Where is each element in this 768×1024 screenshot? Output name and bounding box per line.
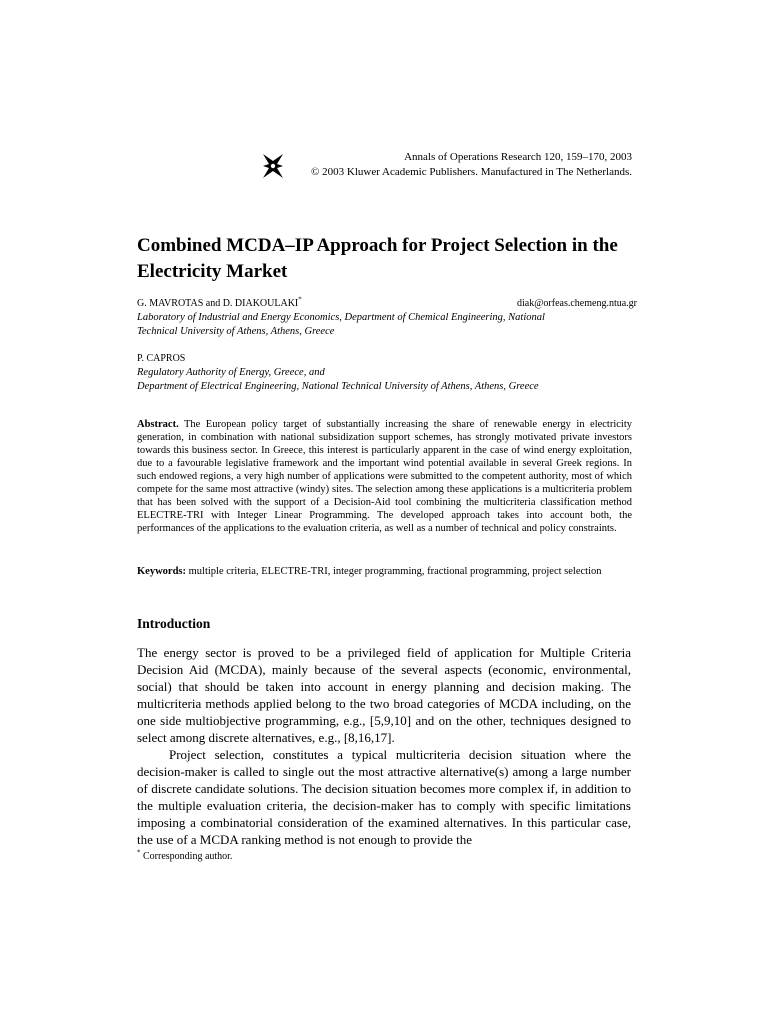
author-name: P. CAPROS — [137, 353, 186, 364]
footnote-text: Corresponding author. — [143, 851, 233, 862]
paragraph: Project selection, constitutes a typical multicriteria decision situation where the decision-maker is called to single out the most attractive alternative(s) among a large number of discrete candidate solutions. The decision situation becomes more complex if, in addition to the multiple evaluation criteria, the decision-maker has to comply with specific limitations imposing a combinatorial consideration of the examined alternatives. In this particular case, the use of a MCDA ranking method is not enough to provide the — [137, 747, 631, 847]
author-names-line — [137, 297, 637, 311]
author-block-2 — [137, 352, 637, 394]
author-affiliation: Regulatory Authority of Energy, Greece, and — [137, 367, 325, 378]
keywords — [137, 565, 632, 578]
abstract — [137, 418, 632, 535]
abstract-label: Abstract. — [137, 419, 179, 430]
author-email: diak@orfeas.chemeng.ntua.gr — [517, 298, 637, 309]
publication-info — [290, 150, 632, 180]
keywords-label: Keywords: — [137, 566, 186, 577]
author-block-1 — [137, 297, 637, 339]
journal-citation: Annals of Operations Research 120, 159–170, 2003 — [404, 151, 632, 163]
footnote — [137, 850, 232, 863]
author-name: G. MAVROTAS — [137, 298, 204, 309]
author-name: D. DIAKOULAKI — [222, 298, 299, 309]
kluwer-logo-icon — [261, 152, 285, 180]
keywords-text: multiple criteria, ELECTRE-TRI, integer programming, fractional programming, project selection — [188, 566, 602, 577]
corresponding-marker: * — [298, 295, 302, 304]
author-affiliation: Department of Electrical Engineering, National Technical University of Athens, Athens, Greece — [137, 381, 539, 392]
copyright-notice: © 2003 Kluwer Academic Publishers. Manufactured in The Netherlands. — [311, 166, 632, 178]
paragraph: The energy sector is proved to be a privileged field of application for Multiple Criteria Decision Aid (MCDA), mainly because of the several aspects (economic, environmental, social) that should be taken into account in energy planning and decision making. The multicriteria methods applied belong to the two broad categories of MCDA including, on the one side multiobjective programming, e.g., [5,9,10] and on the other, techniques designed to select among discrete alternatives, e.g., [8,16,17]. — [137, 645, 631, 745]
introduction-body — [137, 644, 631, 848]
footnote-marker: * — [137, 848, 141, 857]
abstract-text: The European policy target of substantially increasing the share of renewable energy in electricity generation, in combination with national subsidization support schemes, has strongly motivated private investors towards this business sector. In Greece, this interest is particularly apparent in the case of wind energy exploitation, due to a favourable legislative framework and the important wind potential available in several Greek regions. In such endowed regions, a very high number of applications were submitted to the competent authority, most of which compete for the same most attractive (windy) sites. The selection among these applications is a multicriteria problem that has been solved with the support of a Decision-Aid tool combining the multicriteria classification method ELECTRE-TRI with Integer Linear Programming. The developed approach takes into account both, the performances of the applications to the evaluation criteria, as well as a number of technical and policy constraints. — [137, 419, 633, 534]
author-conjunction: and — [205, 298, 221, 309]
section-heading-introduction: Introduction — [137, 616, 211, 631]
author-affiliation: Technical University of Athens, Athens, Greece — [137, 326, 335, 337]
author-affiliation: Laboratory of Industrial and Energy Economics, Department of Chemical Engineering, National — [137, 312, 545, 323]
article-title: Combined MCDA–IP Approach for Project Selection in the Electricity Market — [137, 235, 618, 282]
